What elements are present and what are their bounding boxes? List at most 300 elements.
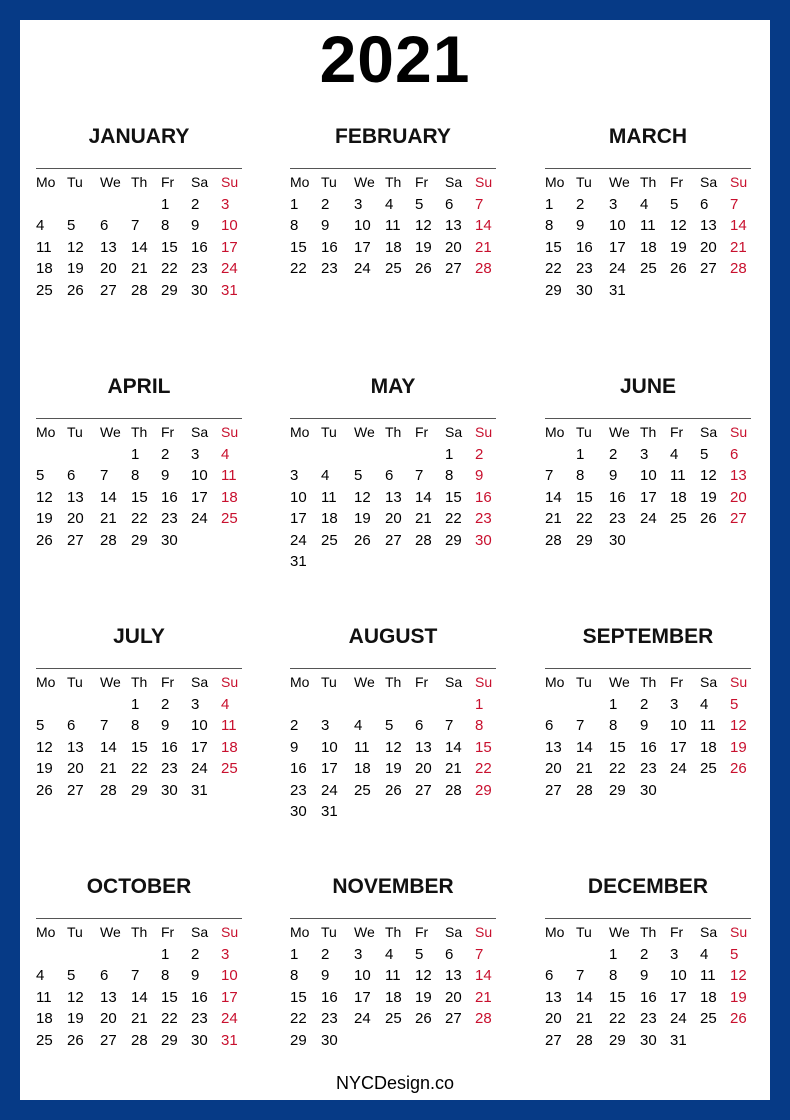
day-cell: 4 — [36, 967, 45, 984]
day-cell: 11 — [221, 717, 237, 734]
weekday-header: Sa — [191, 674, 209, 690]
day-cell: 2 — [640, 945, 649, 963]
month-june — [545, 374, 751, 551]
day-cell: 10 — [321, 738, 338, 756]
empty-cell — [385, 694, 415, 716]
day-cell: 14 — [576, 738, 593, 756]
day-cell: 12 — [670, 217, 687, 234]
month-august — [290, 624, 496, 823]
day-cell: 9 — [609, 467, 618, 484]
month-may — [290, 374, 496, 573]
day-cell: 18 — [36, 260, 53, 277]
day-cell: 27 — [700, 260, 717, 277]
day-cell: 7 — [576, 967, 585, 984]
day-cell: 13 — [415, 738, 432, 756]
day-cell: 27 — [100, 281, 117, 299]
day-cell: 6 — [100, 967, 109, 984]
day-cell: 1 — [609, 695, 618, 713]
month-divider — [545, 918, 751, 919]
day-cell: 2 — [191, 945, 200, 963]
day-cell: 5 — [415, 945, 424, 963]
day-cell: 31 — [321, 803, 338, 820]
day-cell: 16 — [191, 988, 208, 1006]
day-cell: 21 — [415, 510, 432, 527]
day-cell: 21 — [100, 760, 117, 777]
weekday-header: Su — [730, 924, 748, 940]
weekday-header: Th — [131, 174, 148, 190]
year-title: 2021 — [319, 22, 471, 96]
day-cell: 27 — [67, 781, 84, 799]
day-cell: 12 — [67, 988, 84, 1006]
day-cell: 16 — [161, 738, 178, 756]
day-cell: 19 — [670, 238, 687, 256]
weekday-header: Sa — [700, 674, 718, 690]
day-cell: 8 — [131, 717, 140, 734]
day-cell: 26 — [36, 781, 53, 799]
day-cell: 4 — [385, 945, 394, 963]
day-cell: 10 — [354, 217, 371, 234]
day-cell: 30 — [640, 781, 657, 799]
day-cell: 11 — [700, 967, 716, 984]
day-cell: 14 — [415, 488, 432, 506]
day-cell: 18 — [700, 738, 717, 756]
day-cell: 10 — [354, 967, 371, 984]
weekday-header: Mo — [36, 174, 56, 190]
day-cell: 9 — [290, 738, 299, 756]
day-cell: 8 — [609, 967, 618, 984]
day-cell: 22 — [545, 260, 562, 277]
day-cell: 30 — [576, 281, 593, 299]
day-cell: 26 — [36, 531, 53, 549]
day-cell: 24 — [670, 1010, 687, 1027]
day-cell: 27 — [445, 260, 462, 277]
day-cell: 30 — [640, 1031, 657, 1049]
weekday-header: Th — [640, 674, 657, 690]
day-cell: 6 — [545, 967, 554, 984]
month-divider — [290, 168, 496, 169]
day-cell: 22 — [290, 260, 307, 277]
day-cell: 2 — [191, 195, 200, 213]
day-cell: 15 — [609, 738, 626, 756]
weekday-header: Su — [221, 424, 239, 440]
day-cell: 19 — [730, 988, 747, 1006]
day-cell: 16 — [161, 488, 178, 506]
month-divider — [290, 668, 496, 669]
day-cell: 2 — [609, 445, 618, 463]
day-cell: 15 — [161, 238, 178, 256]
weekday-header: Fr — [670, 674, 684, 690]
empty-cell — [67, 694, 100, 716]
weekday-header: Fr — [415, 424, 429, 440]
day-cell: 22 — [131, 760, 148, 777]
day-cell: 29 — [445, 531, 462, 549]
day-cell: 31 — [221, 1031, 238, 1049]
day-cell: 7 — [730, 195, 739, 213]
day-cell: 3 — [670, 945, 679, 963]
empty-cell — [545, 694, 576, 716]
day-cell: 27 — [445, 1010, 462, 1027]
weekday-header: Su — [730, 424, 748, 440]
day-cell: 30 — [290, 803, 307, 820]
month-divider — [545, 418, 751, 419]
day-cell: 17 — [670, 738, 687, 756]
weekday-header: Sa — [700, 174, 718, 190]
day-cell: 21 — [730, 238, 747, 256]
day-cell: 29 — [545, 281, 562, 299]
day-cell: 4 — [36, 217, 45, 234]
weekday-header: Fr — [161, 674, 175, 690]
day-cell: 10 — [221, 217, 238, 234]
day-cell: 9 — [640, 967, 649, 984]
day-cell: 22 — [445, 510, 462, 527]
day-cell: 20 — [545, 760, 562, 777]
day-cell: 19 — [67, 1010, 84, 1027]
weekday-header: Tu — [321, 924, 337, 940]
weekday-header: Tu — [576, 924, 592, 940]
day-cell: 13 — [445, 217, 462, 234]
day-cell: 18 — [221, 738, 238, 756]
day-cell: 19 — [415, 238, 432, 256]
day-cell: 25 — [36, 1031, 53, 1049]
month-name: APRIL — [107, 375, 171, 398]
day-cell: 27 — [67, 531, 84, 549]
day-cell: 14 — [100, 738, 117, 756]
weekday-header: Su — [475, 424, 493, 440]
day-cell: 7 — [100, 717, 109, 734]
day-cell: 24 — [191, 760, 208, 777]
day-cell: 1 — [475, 695, 484, 713]
day-cell: 14 — [445, 738, 462, 756]
day-cell: 15 — [475, 738, 492, 756]
month-divider — [36, 168, 242, 169]
day-cell: 4 — [321, 467, 330, 484]
day-cell: 12 — [730, 967, 747, 984]
weekday-header: Sa — [191, 424, 209, 440]
day-cell: 24 — [321, 781, 338, 799]
month-divider — [36, 918, 242, 919]
day-cell: 21 — [131, 260, 148, 277]
day-cell: 11 — [36, 988, 52, 1006]
day-cell: 4 — [385, 195, 394, 213]
weekday-header: Th — [385, 424, 402, 440]
day-cell: 18 — [354, 760, 371, 777]
day-cell: 18 — [640, 238, 657, 256]
weekday-header: We — [354, 674, 375, 690]
empty-cell — [131, 194, 161, 216]
weekday-header: We — [609, 924, 630, 940]
day-cell: 31 — [191, 781, 208, 799]
day-cell: 29 — [161, 1031, 178, 1049]
day-cell: 26 — [385, 781, 402, 799]
day-cell: 20 — [445, 238, 462, 256]
day-cell: 28 — [475, 260, 492, 277]
day-cell: 1 — [131, 445, 140, 463]
day-cell: 14 — [475, 967, 492, 984]
month-november — [290, 874, 496, 1051]
weekday-header: Fr — [161, 174, 175, 190]
day-cell: 23 — [609, 510, 626, 527]
day-cell: 7 — [545, 467, 554, 484]
day-cell: 15 — [445, 488, 462, 506]
day-cell: 9 — [576, 217, 585, 234]
day-cell: 27 — [730, 510, 747, 527]
day-cell: 28 — [131, 281, 148, 299]
day-cell: 24 — [290, 531, 307, 549]
empty-cell — [545, 444, 576, 466]
month-february — [290, 124, 496, 280]
month-name: JUNE — [619, 375, 677, 398]
day-cell: 1 — [290, 195, 299, 213]
day-cell: 15 — [545, 238, 562, 256]
weekday-header: Tu — [576, 674, 592, 690]
day-cell: 10 — [191, 717, 208, 734]
day-cell: 23 — [640, 760, 657, 777]
month-name: FEBRUARY — [335, 125, 451, 148]
weekday-header: Fr — [670, 924, 684, 940]
day-cell: 5 — [67, 217, 76, 234]
day-cell: 4 — [221, 695, 230, 713]
day-cell: 6 — [100, 217, 109, 234]
day-grid — [545, 672, 751, 801]
empty-cell — [445, 694, 475, 716]
empty-cell — [576, 694, 609, 716]
day-grid — [290, 172, 496, 280]
day-cell: 19 — [36, 510, 53, 527]
day-cell: 30 — [161, 781, 178, 799]
weekday-header: Tu — [67, 424, 83, 440]
day-cell: 6 — [730, 445, 739, 463]
day-cell: 23 — [191, 260, 208, 277]
weekday-header: Fr — [415, 174, 429, 190]
month-name: AUGUST — [348, 625, 438, 648]
day-cell: 13 — [385, 488, 402, 506]
day-cell: 19 — [415, 988, 432, 1006]
weekday-header: Sa — [445, 424, 463, 440]
day-cell: 30 — [191, 1031, 208, 1049]
weekday-header: Tu — [67, 174, 83, 190]
weekday-header: Fr — [161, 924, 175, 940]
weekday-header: We — [100, 174, 121, 190]
weekday-header: We — [609, 674, 630, 690]
day-cell: 5 — [385, 717, 394, 734]
day-cell: 21 — [545, 510, 562, 527]
day-cell: 12 — [67, 238, 84, 256]
weekday-header: Tu — [67, 924, 83, 940]
day-cell: 16 — [609, 488, 626, 506]
day-cell: 19 — [67, 260, 84, 277]
day-cell: 24 — [609, 260, 626, 277]
day-cell: 16 — [640, 988, 657, 1006]
weekday-header: Sa — [191, 174, 209, 190]
day-cell: 22 — [290, 1010, 307, 1027]
day-grid — [290, 422, 496, 573]
day-cell: 26 — [67, 1031, 84, 1049]
day-cell: 30 — [161, 531, 178, 549]
day-cell: 28 — [100, 531, 117, 549]
day-cell: 3 — [321, 717, 330, 734]
day-cell: 9 — [321, 217, 330, 234]
weekday-header: Sa — [445, 674, 463, 690]
empty-cell — [100, 194, 131, 216]
day-cell: 30 — [475, 531, 492, 549]
day-cell: 25 — [221, 510, 238, 527]
day-cell: 4 — [640, 195, 649, 213]
day-cell: 19 — [36, 760, 53, 777]
weekday-header: Su — [221, 924, 239, 940]
day-cell: 26 — [670, 260, 687, 277]
day-cell: 27 — [385, 531, 402, 549]
day-cell: 10 — [221, 967, 238, 984]
weekday-header: Fr — [670, 174, 684, 190]
weekday-header: Su — [475, 924, 493, 940]
day-cell: 7 — [415, 467, 424, 484]
day-cell: 7 — [445, 717, 454, 734]
day-cell: 20 — [700, 238, 717, 256]
day-cell: 18 — [700, 988, 717, 1006]
day-grid — [36, 422, 242, 551]
day-cell: 18 — [670, 488, 687, 506]
day-grid — [290, 672, 496, 823]
empty-cell — [36, 444, 67, 466]
day-cell: 23 — [321, 1010, 338, 1027]
day-cell: 8 — [290, 967, 299, 984]
day-cell: 8 — [576, 467, 585, 484]
day-cell: 10 — [290, 488, 307, 506]
day-cell: 17 — [640, 488, 657, 506]
day-cell: 23 — [576, 260, 593, 277]
weekday-header: Tu — [321, 674, 337, 690]
day-cell: 11 — [321, 488, 337, 506]
day-cell: 15 — [290, 238, 307, 256]
day-cell: 14 — [576, 988, 593, 1006]
day-cell: 21 — [475, 988, 492, 1006]
day-cell: 22 — [475, 760, 492, 777]
day-cell: 31 — [670, 1031, 687, 1049]
day-cell: 9 — [161, 467, 170, 484]
month-divider — [545, 668, 751, 669]
day-cell: 16 — [321, 238, 338, 256]
weekday-header: Tu — [321, 174, 337, 190]
day-cell: 16 — [290, 760, 307, 777]
day-cell: 8 — [445, 467, 454, 484]
day-cell: 30 — [191, 281, 208, 299]
weekday-header: Mo — [290, 674, 310, 690]
weekday-header: Tu — [576, 174, 592, 190]
day-cell: 9 — [321, 967, 330, 984]
weekday-header: Fr — [415, 924, 429, 940]
day-cell: 6 — [67, 717, 76, 734]
weekday-header: Th — [131, 674, 148, 690]
day-cell: 17 — [221, 988, 238, 1006]
day-cell: 6 — [385, 467, 394, 484]
day-cell: 20 — [385, 510, 402, 527]
month-divider — [36, 668, 242, 669]
day-cell: 5 — [700, 445, 709, 463]
day-cell: 22 — [161, 260, 178, 277]
day-cell: 29 — [475, 781, 492, 799]
day-cell: 13 — [100, 988, 117, 1006]
day-cell: 24 — [191, 510, 208, 527]
day-cell: 5 — [730, 945, 739, 963]
day-cell: 29 — [161, 281, 178, 299]
day-cell: 5 — [36, 717, 45, 734]
day-cell: 21 — [576, 760, 593, 777]
day-cell: 4 — [700, 945, 709, 963]
day-cell: 26 — [415, 260, 432, 277]
day-cell: 26 — [700, 510, 717, 527]
weekday-header: Th — [385, 924, 402, 940]
day-cell: 1 — [576, 445, 585, 463]
day-cell: 22 — [131, 510, 148, 527]
weekday-header: We — [354, 924, 375, 940]
empty-cell — [100, 694, 131, 716]
day-cell: 12 — [36, 738, 53, 756]
day-cell: 12 — [385, 738, 402, 756]
day-cell: 25 — [670, 510, 687, 527]
day-cell: 5 — [67, 967, 76, 984]
day-cell: 24 — [221, 1010, 238, 1027]
day-cell: 20 — [445, 988, 462, 1006]
day-cell: 22 — [161, 1010, 178, 1027]
day-cell: 1 — [131, 695, 140, 713]
weekday-header: Sa — [445, 174, 463, 190]
day-cell: 8 — [161, 967, 170, 984]
month-name: OCTOBER — [86, 875, 192, 898]
day-cell: 17 — [321, 760, 338, 777]
day-cell: 20 — [100, 260, 117, 277]
day-cell: 26 — [730, 760, 747, 777]
day-cell: 18 — [321, 510, 338, 527]
empty-cell — [36, 194, 67, 216]
day-grid — [545, 172, 751, 301]
day-cell: 13 — [100, 238, 117, 256]
month-divider — [290, 418, 496, 419]
day-cell: 3 — [354, 945, 363, 963]
day-cell: 7 — [131, 967, 140, 984]
month-july — [36, 624, 242, 801]
day-cell: 26 — [415, 1010, 432, 1027]
day-cell: 5 — [730, 695, 739, 713]
day-cell: 8 — [545, 217, 554, 234]
day-cell: 25 — [354, 781, 371, 799]
empty-cell — [321, 694, 354, 716]
day-cell: 11 — [385, 967, 401, 984]
day-cell: 25 — [385, 1010, 402, 1027]
weekday-header: Th — [640, 174, 657, 190]
day-cell: 14 — [131, 238, 148, 256]
day-cell: 17 — [354, 238, 371, 256]
footer-credit: NYCDesign.co — [335, 1073, 455, 1093]
day-cell: 20 — [100, 1010, 117, 1027]
day-grid — [545, 422, 751, 551]
day-cell: 6 — [700, 195, 709, 213]
weekday-header: Su — [221, 174, 239, 190]
day-cell: 24 — [221, 260, 238, 277]
day-cell: 25 — [321, 531, 338, 549]
day-cell: 23 — [290, 781, 307, 799]
weekday-header: Mo — [290, 924, 310, 940]
weekday-header: Tu — [321, 424, 337, 440]
day-cell: 11 — [354, 738, 370, 756]
weekday-header: Fr — [415, 674, 429, 690]
day-cell: 29 — [609, 1031, 626, 1049]
day-cell: 18 — [385, 238, 402, 256]
day-grid — [545, 922, 751, 1051]
day-cell: 31 — [609, 281, 626, 299]
weekday-header: Su — [730, 174, 748, 190]
day-cell: 4 — [700, 695, 709, 713]
day-cell: 22 — [609, 1010, 626, 1027]
